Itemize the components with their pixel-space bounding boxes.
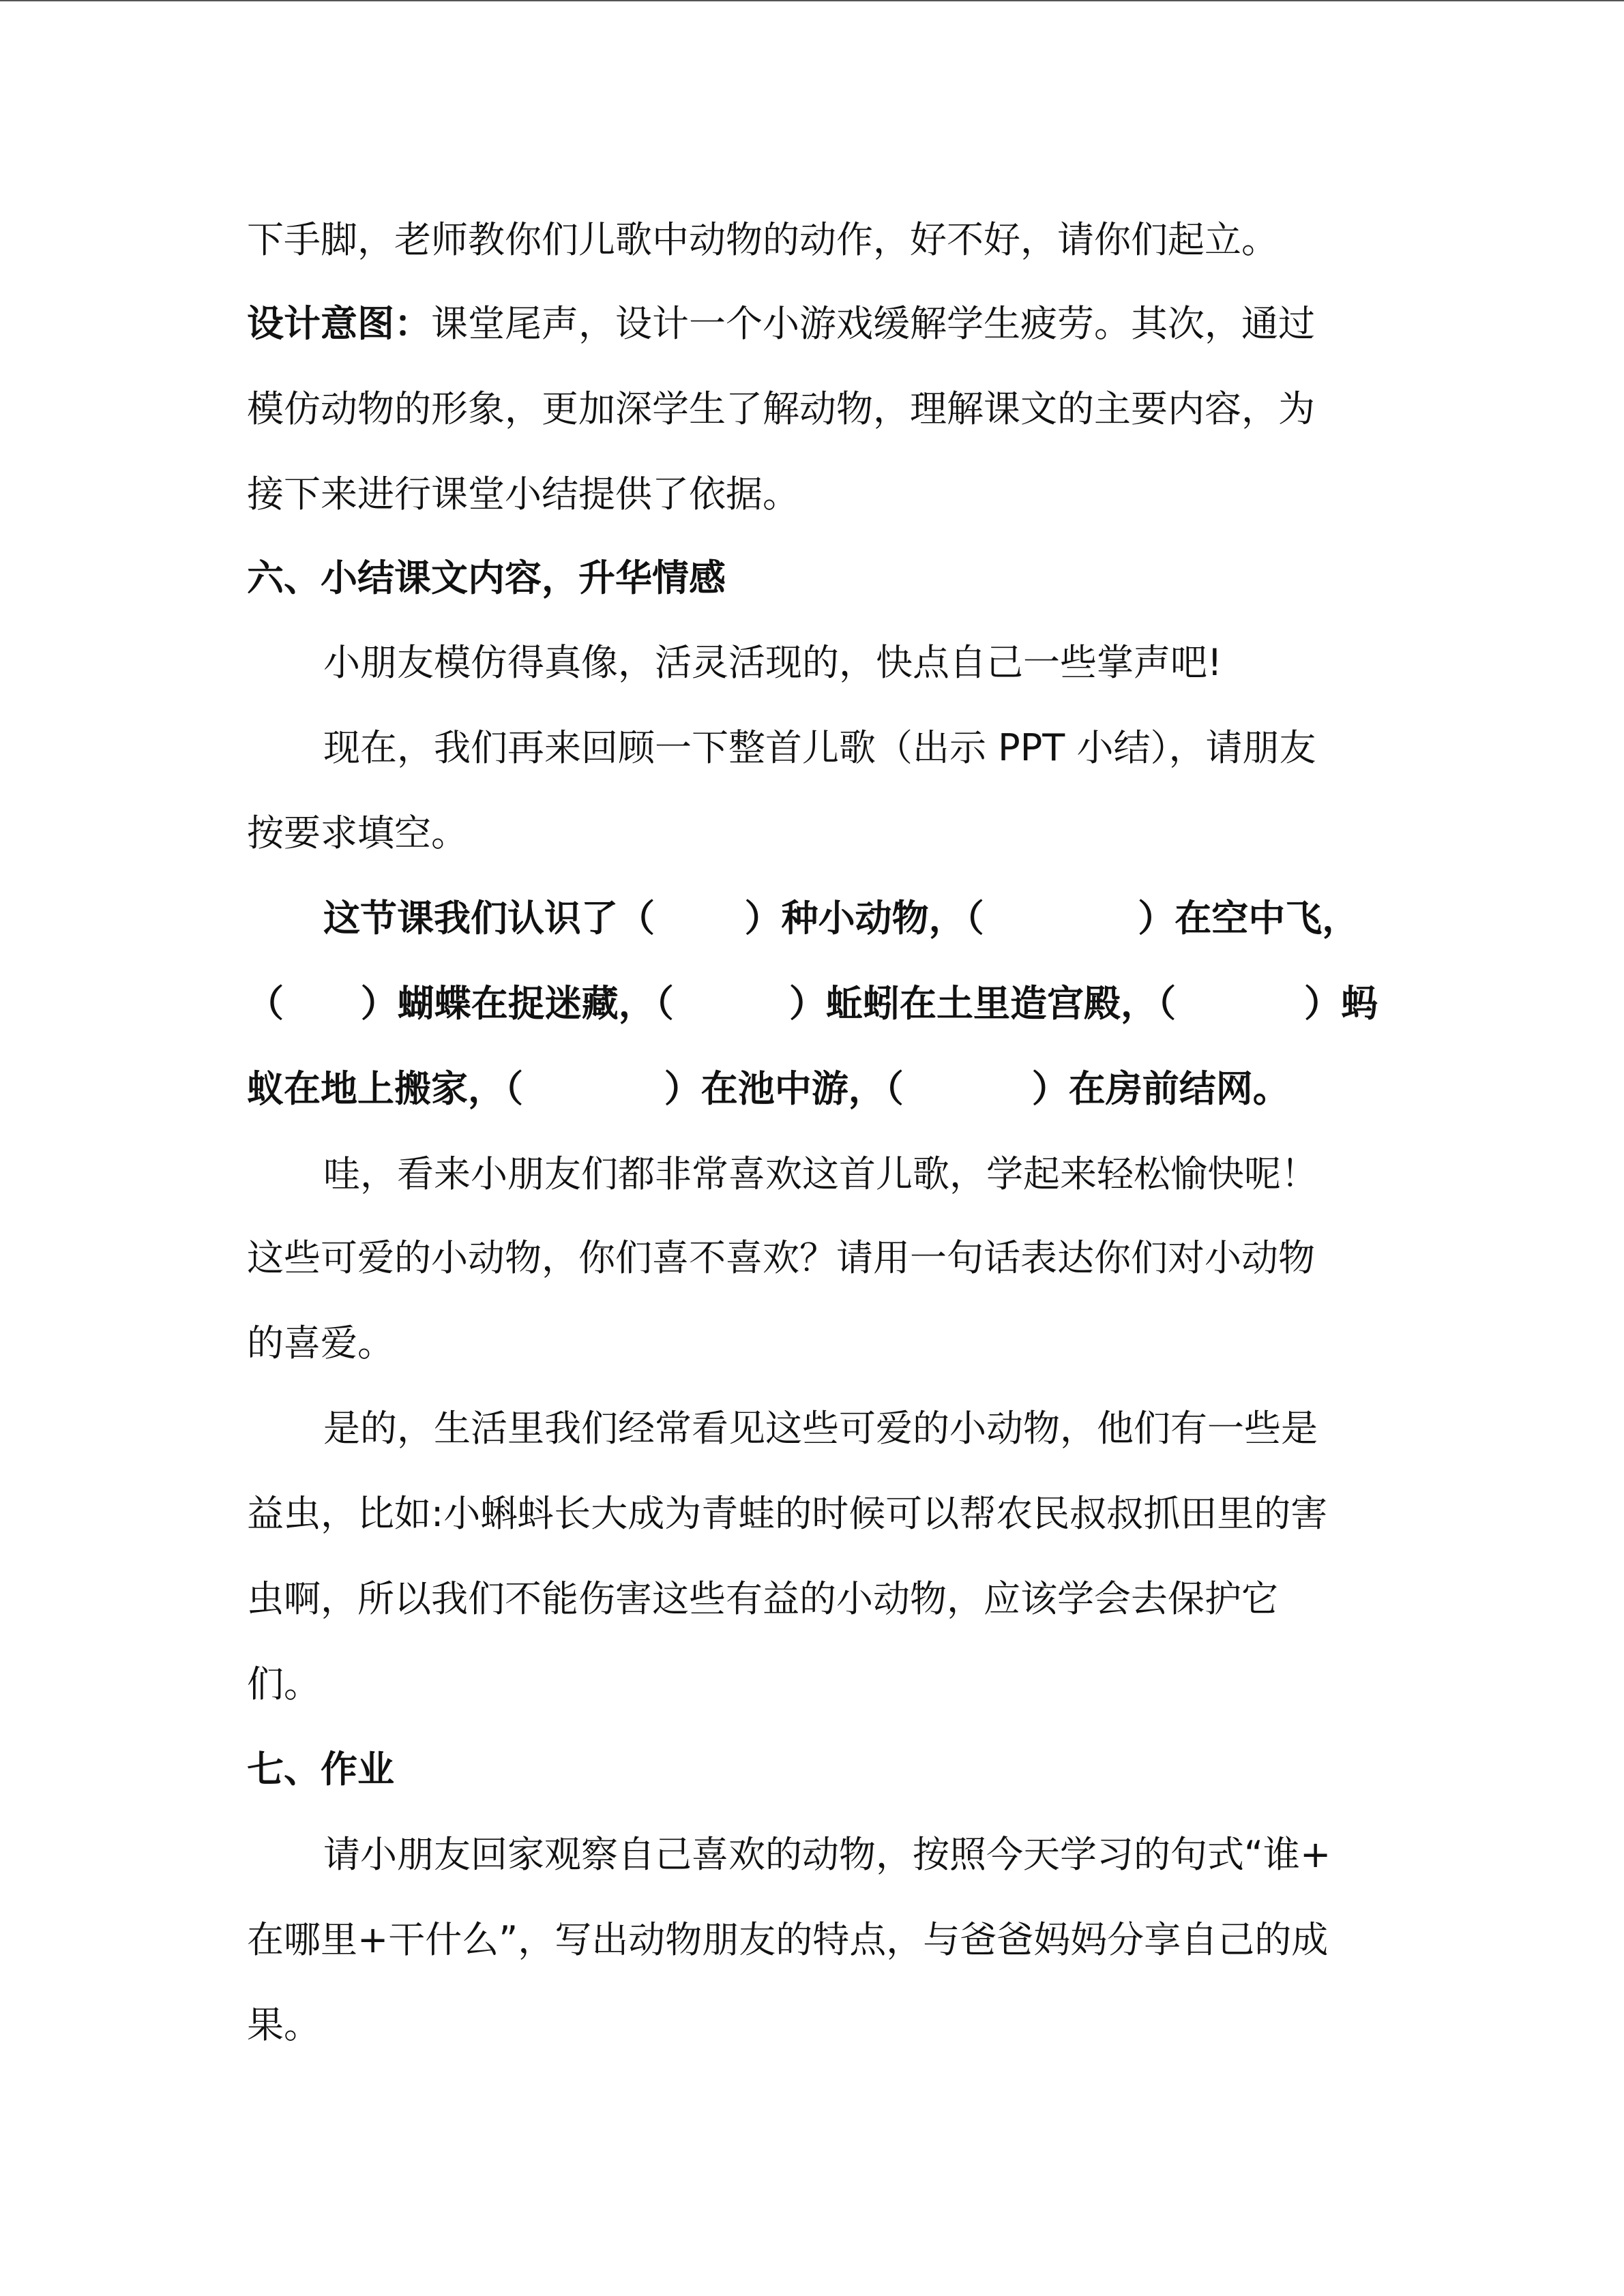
design-intent-text: 课堂尾声，设计一个小游戏缓解学生疲劳。其次，通过 <box>431 302 1315 345</box>
paragraph-line: 按要求填空。 <box>247 811 468 854</box>
paragraph-line: 益虫，比如:小蝌蚪长大成为青蛙的时候可以帮农民叔叔抓田里的害 <box>247 1492 1328 1535</box>
paragraph-line: 现在，我们再来回顾一下整首儿歌（出示 PPT 小结），请朋友 <box>323 726 1316 769</box>
paragraph-line: 果。 <box>247 2003 321 2046</box>
section-heading-homework: 七、作业 <box>247 1748 394 1791</box>
paragraph-line: 模仿动物的形象，更加深学生了解动物，理解课文的主要内容，为 <box>247 387 1315 430</box>
paragraph-line: 是的，生活里我们经常看见这些可爱的小动物，他们有一些是 <box>323 1407 1318 1450</box>
page-top-border <box>0 0 1624 1</box>
design-intent-label: 设计意图： <box>247 302 431 345</box>
paragraph-line: 请小朋友回家观察自己喜欢的动物，按照今天学习的句式“谁+ <box>323 1833 1331 1876</box>
section-heading-summary: 六、小结课文内容，升华情感 <box>247 556 726 599</box>
fill-blank-line: 蚁在地上搬家，（ ）在池中游，（ ）在房前结网。 <box>247 1067 1290 1110</box>
paragraph-line: 小朋友模仿得真像，活灵活现的，快点自己一些掌声吧! <box>323 641 1222 684</box>
paragraph-line: 接下来进行课堂小结提供了依据。 <box>247 473 799 516</box>
fill-blank-line: （ ）蝴蝶在捉迷藏，（ ）蚯蚓在土里造宫殿，（ ）蚂 <box>247 982 1378 1025</box>
paragraph-line: 在哪里+干什么”，写出动物朋友的特点，与爸爸妈妈分享自己的成 <box>247 1918 1329 1961</box>
paragraph-line: 这些可爱的小动物，你们喜不喜欢？请用一句话表达你们对小动物 <box>247 1236 1315 1279</box>
paragraph-line: 的喜爱。 <box>247 1322 394 1365</box>
design-intent-line <box>247 302 1315 346</box>
paragraph-line: 哇，看来小朋友们都非常喜欢这首儿歌，学起来轻松愉快呢！ <box>323 1152 1318 1195</box>
fill-blank-line: 这节课我们认识了（ ）种小动物，（ ）在空中飞， <box>323 897 1359 940</box>
paragraph-line: 们。 <box>247 1663 321 1705</box>
paragraph-line: 虫啊，所以我们不能伤害这些有益的小动物，应该学会去保护它 <box>247 1577 1278 1620</box>
paragraph-line: 下手脚，老师教你们儿歌中动物的动作，好不好，请你们起立。 <box>247 218 1278 261</box>
